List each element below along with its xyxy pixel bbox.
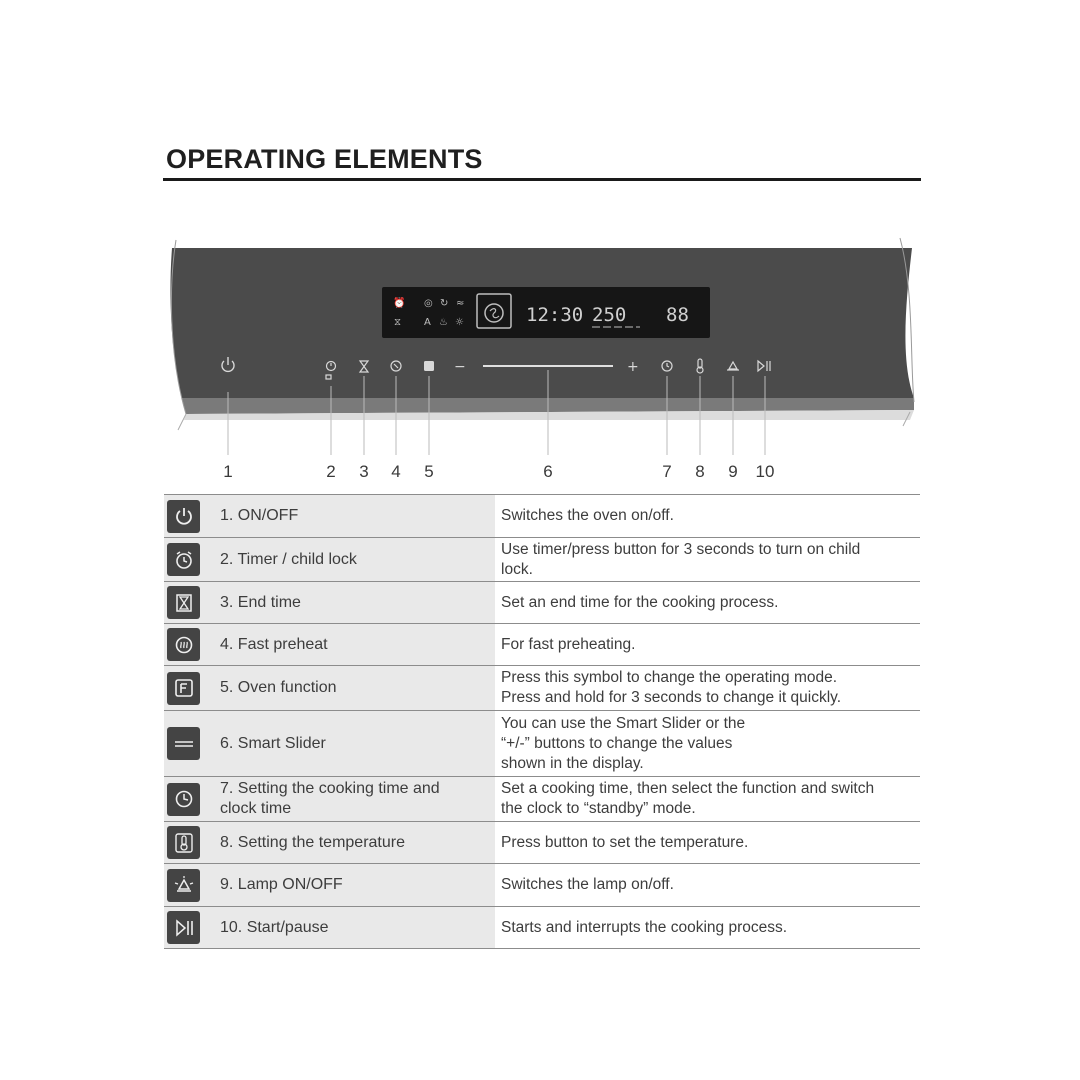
table-row [164, 822, 920, 864]
table-row [164, 777, 920, 822]
control-panel-illustration [0, 0, 1080, 500]
element-description: Switches the lamp on/off. [501, 876, 674, 893]
panel-plus: + [627, 359, 639, 375]
clock-icon [167, 783, 200, 816]
table-row [164, 494, 920, 538]
display-clock: 12:30 [526, 304, 584, 326]
slider-icon [167, 727, 200, 760]
callout-5: 5 [424, 462, 434, 481]
element-description: Use timer/press button for 3 seconds to turn on child lock. [501, 540, 861, 578]
svg-text:A: A [424, 317, 431, 328]
thermometer-icon [167, 826, 200, 859]
element-label: 3. End time [220, 593, 301, 611]
callout-1: 1 [223, 462, 233, 481]
table-row [164, 711, 920, 777]
callout-4: 4 [391, 462, 401, 481]
element-label: 10. Start/pause [220, 918, 329, 936]
callout-3: 3 [359, 462, 369, 481]
panel-oven-function-icon [424, 361, 434, 371]
callout-7: 7 [662, 462, 672, 481]
svg-text:⏰: ⏰ [393, 298, 406, 309]
element-label: 5. Oven function [220, 679, 337, 696]
callout-8: 8 [695, 462, 705, 481]
table-row [164, 624, 920, 666]
element-label: 7. Setting the cooking time and clock time [220, 780, 440, 817]
table-row [164, 907, 920, 949]
element-label: 9. Lamp ON/OFF [220, 876, 343, 893]
display-temperature: 250 [592, 304, 627, 326]
callout-6: 6 [543, 462, 553, 481]
callout-10: 10 [755, 462, 775, 481]
fast-preheat-icon [167, 628, 200, 661]
svg-text:◎: ◎ [424, 298, 433, 309]
svg-text:♨: ♨ [439, 317, 448, 328]
alarm-clock-icon [167, 543, 200, 576]
svg-text:≈: ≈ [456, 298, 465, 309]
element-description: Press this symbol to change the operating mode. Press and hold for 3 seconds to change it quickly. [501, 669, 842, 706]
element-description: Press button to set the temperature. [501, 833, 749, 851]
element-description: Starts and interrupts the cooking process. [501, 918, 788, 936]
element-description: For fast preheating. [501, 635, 636, 653]
element-description: You can use the Smart Slider or the “+/-” buttons to change the values shown in the display. [501, 714, 746, 772]
svg-text:↻: ↻ [440, 298, 449, 309]
svg-text:☼: ☼ [455, 317, 464, 328]
element-label: 4. Fast preheat [220, 635, 328, 653]
table-row [164, 666, 920, 711]
element-label: 1. ON/OFF [220, 507, 299, 524]
table-row [164, 538, 920, 582]
svg-text:⧖: ⧖ [394, 317, 402, 328]
table-row [164, 582, 920, 624]
display-counter: 88 [666, 304, 689, 326]
callout-9: 9 [728, 462, 738, 481]
table-row [164, 864, 920, 907]
operating-elements-table [164, 494, 920, 949]
element-label: 2. Timer / child lock [220, 550, 357, 568]
page-title: OPERATING ELEMENTS [166, 144, 483, 174]
start-pause-icon [167, 911, 200, 944]
panel-minus: − [454, 359, 466, 375]
hourglass-icon [167, 586, 200, 619]
lamp-icon [167, 869, 200, 902]
element-description: Set a cooking time, then select the function and switch the clock to “standby” mode. [501, 780, 875, 817]
element-label: 8. Setting the temperature [220, 833, 405, 851]
element-description: Set an end time for the cooking process. [501, 593, 779, 611]
element-label: 6. Smart Slider [220, 734, 326, 752]
oven-function-icon [167, 672, 200, 705]
callout-2: 2 [326, 462, 336, 481]
element-description: Switches the oven on/off. [501, 507, 674, 524]
power-icon [167, 500, 200, 533]
